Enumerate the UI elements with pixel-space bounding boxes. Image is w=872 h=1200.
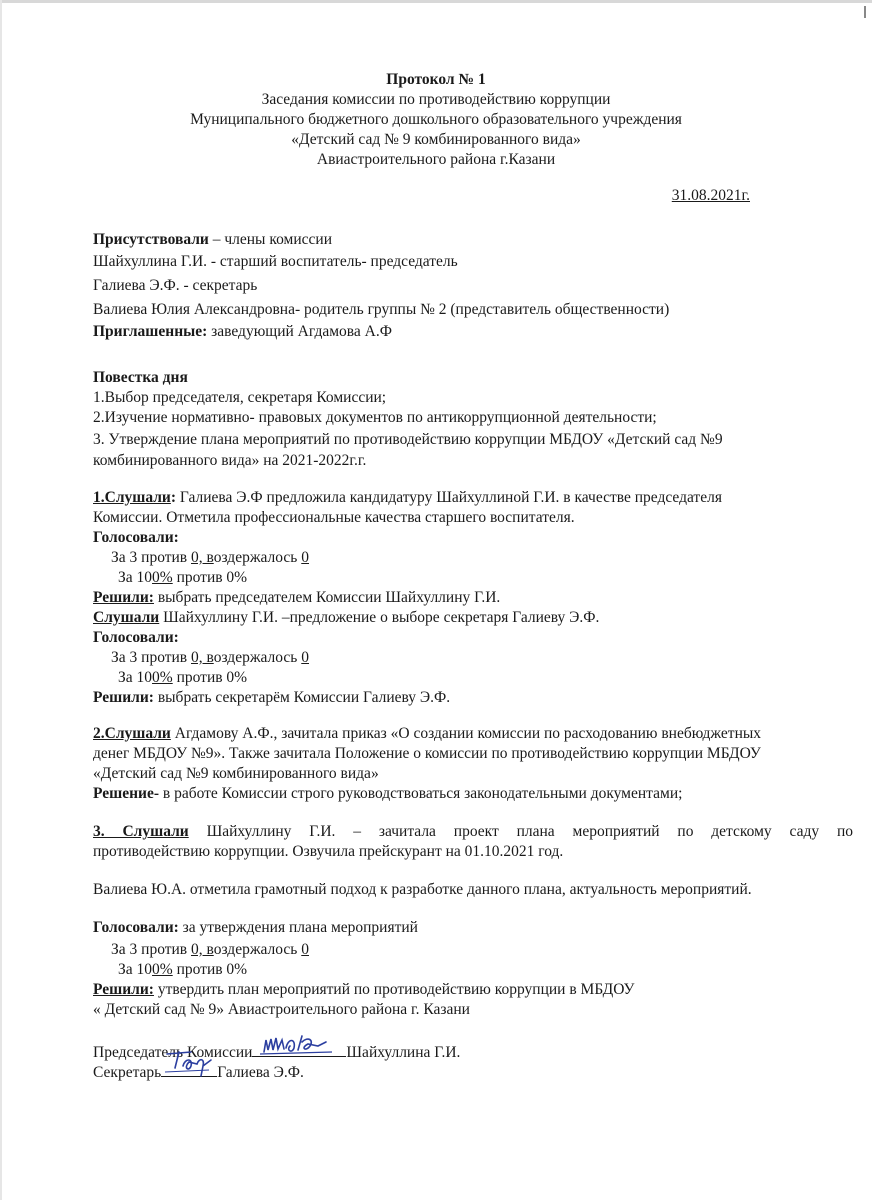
chair-signature-icon xyxy=(252,1030,346,1060)
s3-vote-percent: За 100% против 0% xyxy=(118,961,248,978)
s1-decision-2: Решили: выбрать секретарём Комиссии Галиеву Э.Ф. xyxy=(93,689,451,706)
agenda-item-1: 1.Выбор председателя, секретаря Комиссии; xyxy=(93,389,387,406)
s3-note: Валиева Ю.А. отметила грамотный подход к разработке данного плана, актуальность мероприятий. xyxy=(93,881,752,898)
s1-decision: Решили: выбрать председателем Комиссии Шайхуллину Г.И. xyxy=(93,589,501,606)
secretary-signature-line xyxy=(93,1062,853,1082)
header-line-1: Заседания комиссии по противодействию коррупции xyxy=(261,91,611,108)
s1-vote-percent: За 100% против 0% xyxy=(118,569,248,586)
present-heading: Присутствовали – члены комиссии xyxy=(93,231,332,248)
s1-heard-secretary: Слушали Шайхуллину Г.И. –предложение о выборе секретаря Галиеву Э.Ф. xyxy=(93,609,600,626)
s3-heard-line-1: 3. Слушали Шайхуллину Г.И. – зачитала проект плана мероприятий по детскому саду по xyxy=(93,823,853,840)
header-line-2: Муниципального бюджетного дошкольного образовательного учреждения xyxy=(190,111,682,128)
chair-name: Шайхуллина Г.И. xyxy=(346,1044,461,1061)
s2-heard-line-1: 2.Слушали Агдамову А.Ф., зачитала приказ «О создании комиссии по расходованию внебюджетных xyxy=(93,725,762,742)
present-member-3: Валиева Юлия Александровна- родитель группы № 2 (представитель общественности) xyxy=(93,301,670,318)
s1-vote2-counts: За 3 против 0, воздержалось 0 xyxy=(111,649,309,666)
s2-decision: Решение- в работе Комиссии строго руководствоваться законодательными документами; xyxy=(93,785,683,802)
s1-vote2-percent: За 100% против 0% xyxy=(118,669,248,686)
header-line-3: «Детский сад № 9 комбинированного вида» xyxy=(291,131,581,148)
agenda-title: Повестка дня xyxy=(93,369,188,386)
document-date: 31.08.2021г. xyxy=(671,187,750,204)
secretary-signature-icon xyxy=(161,1046,217,1080)
s3-decision-2: « Детский сад № 9» Авиастроительного района г. Казани xyxy=(93,1001,470,1018)
s3-decision-1: Решили: утвердить план мероприятий по противодействию коррупции в МБДОУ xyxy=(93,981,635,998)
present-member-2: Галиева Э.Ф. - секретарь xyxy=(93,277,258,294)
s3-vote-counts: За 3 против 0, воздержалось 0 xyxy=(111,941,309,958)
s2-heard-line-2: денег МБДОУ №9». Также зачитала Положение о комиссии по противодействию коррупции МБДОУ xyxy=(93,745,761,762)
secretary-name: Галиева Э.Ф. xyxy=(217,1064,304,1081)
present-member-1: Шайхуллина Г.И. - старший воспитатель- председатель xyxy=(93,253,458,270)
invited-line: Приглашенные: заведующий Агдамова А.Ф xyxy=(93,323,392,340)
s1-vote2-label: Голосовали: xyxy=(93,629,179,646)
s1-heard-line-2: Комиссии. Отметила профессиональные качества старшего воспитателя. xyxy=(93,509,575,526)
document-title: Протокол № 1 xyxy=(386,71,486,88)
s3-vote-line: Голосовали: за утверждения плана мероприятий xyxy=(93,919,418,936)
s3-heard-line-2: противодействию коррупции. Озвучила прейскурант на 01.10.2021 год. xyxy=(93,843,564,860)
chair-role: Председатель Комиссии xyxy=(93,1044,253,1061)
agenda-item-2: 2.Изучение нормативно- правовых документов по антикоррупционной деятельности; xyxy=(93,409,657,426)
s1-heard-line-1: 1.Слушали: Галиева Э.Ф предложила кандидатуру Шайхуллиной Г.И. в качестве председателя xyxy=(93,489,722,506)
secretary-signature xyxy=(161,1062,217,1077)
chair-signature xyxy=(252,1042,346,1057)
header-line-4: Авиастроительного района г.Казани xyxy=(316,151,556,168)
s1-vote-counts: За 3 против 0, воздержалось 0 xyxy=(111,549,309,566)
secretary-role: Секретарь xyxy=(93,1064,162,1081)
agenda-item-3a: 3. Утверждение плана мероприятий по противодействию коррупции МБДОУ «Детский сад №9 xyxy=(93,431,723,448)
s1-vote-label: Голосовали: xyxy=(93,529,179,546)
s2-heard-line-3: «Детский сад №9 комбинированного вида» xyxy=(93,765,379,782)
agenda-item-3b: комбинированного вида» на 2021-2022г.г. xyxy=(93,452,367,469)
